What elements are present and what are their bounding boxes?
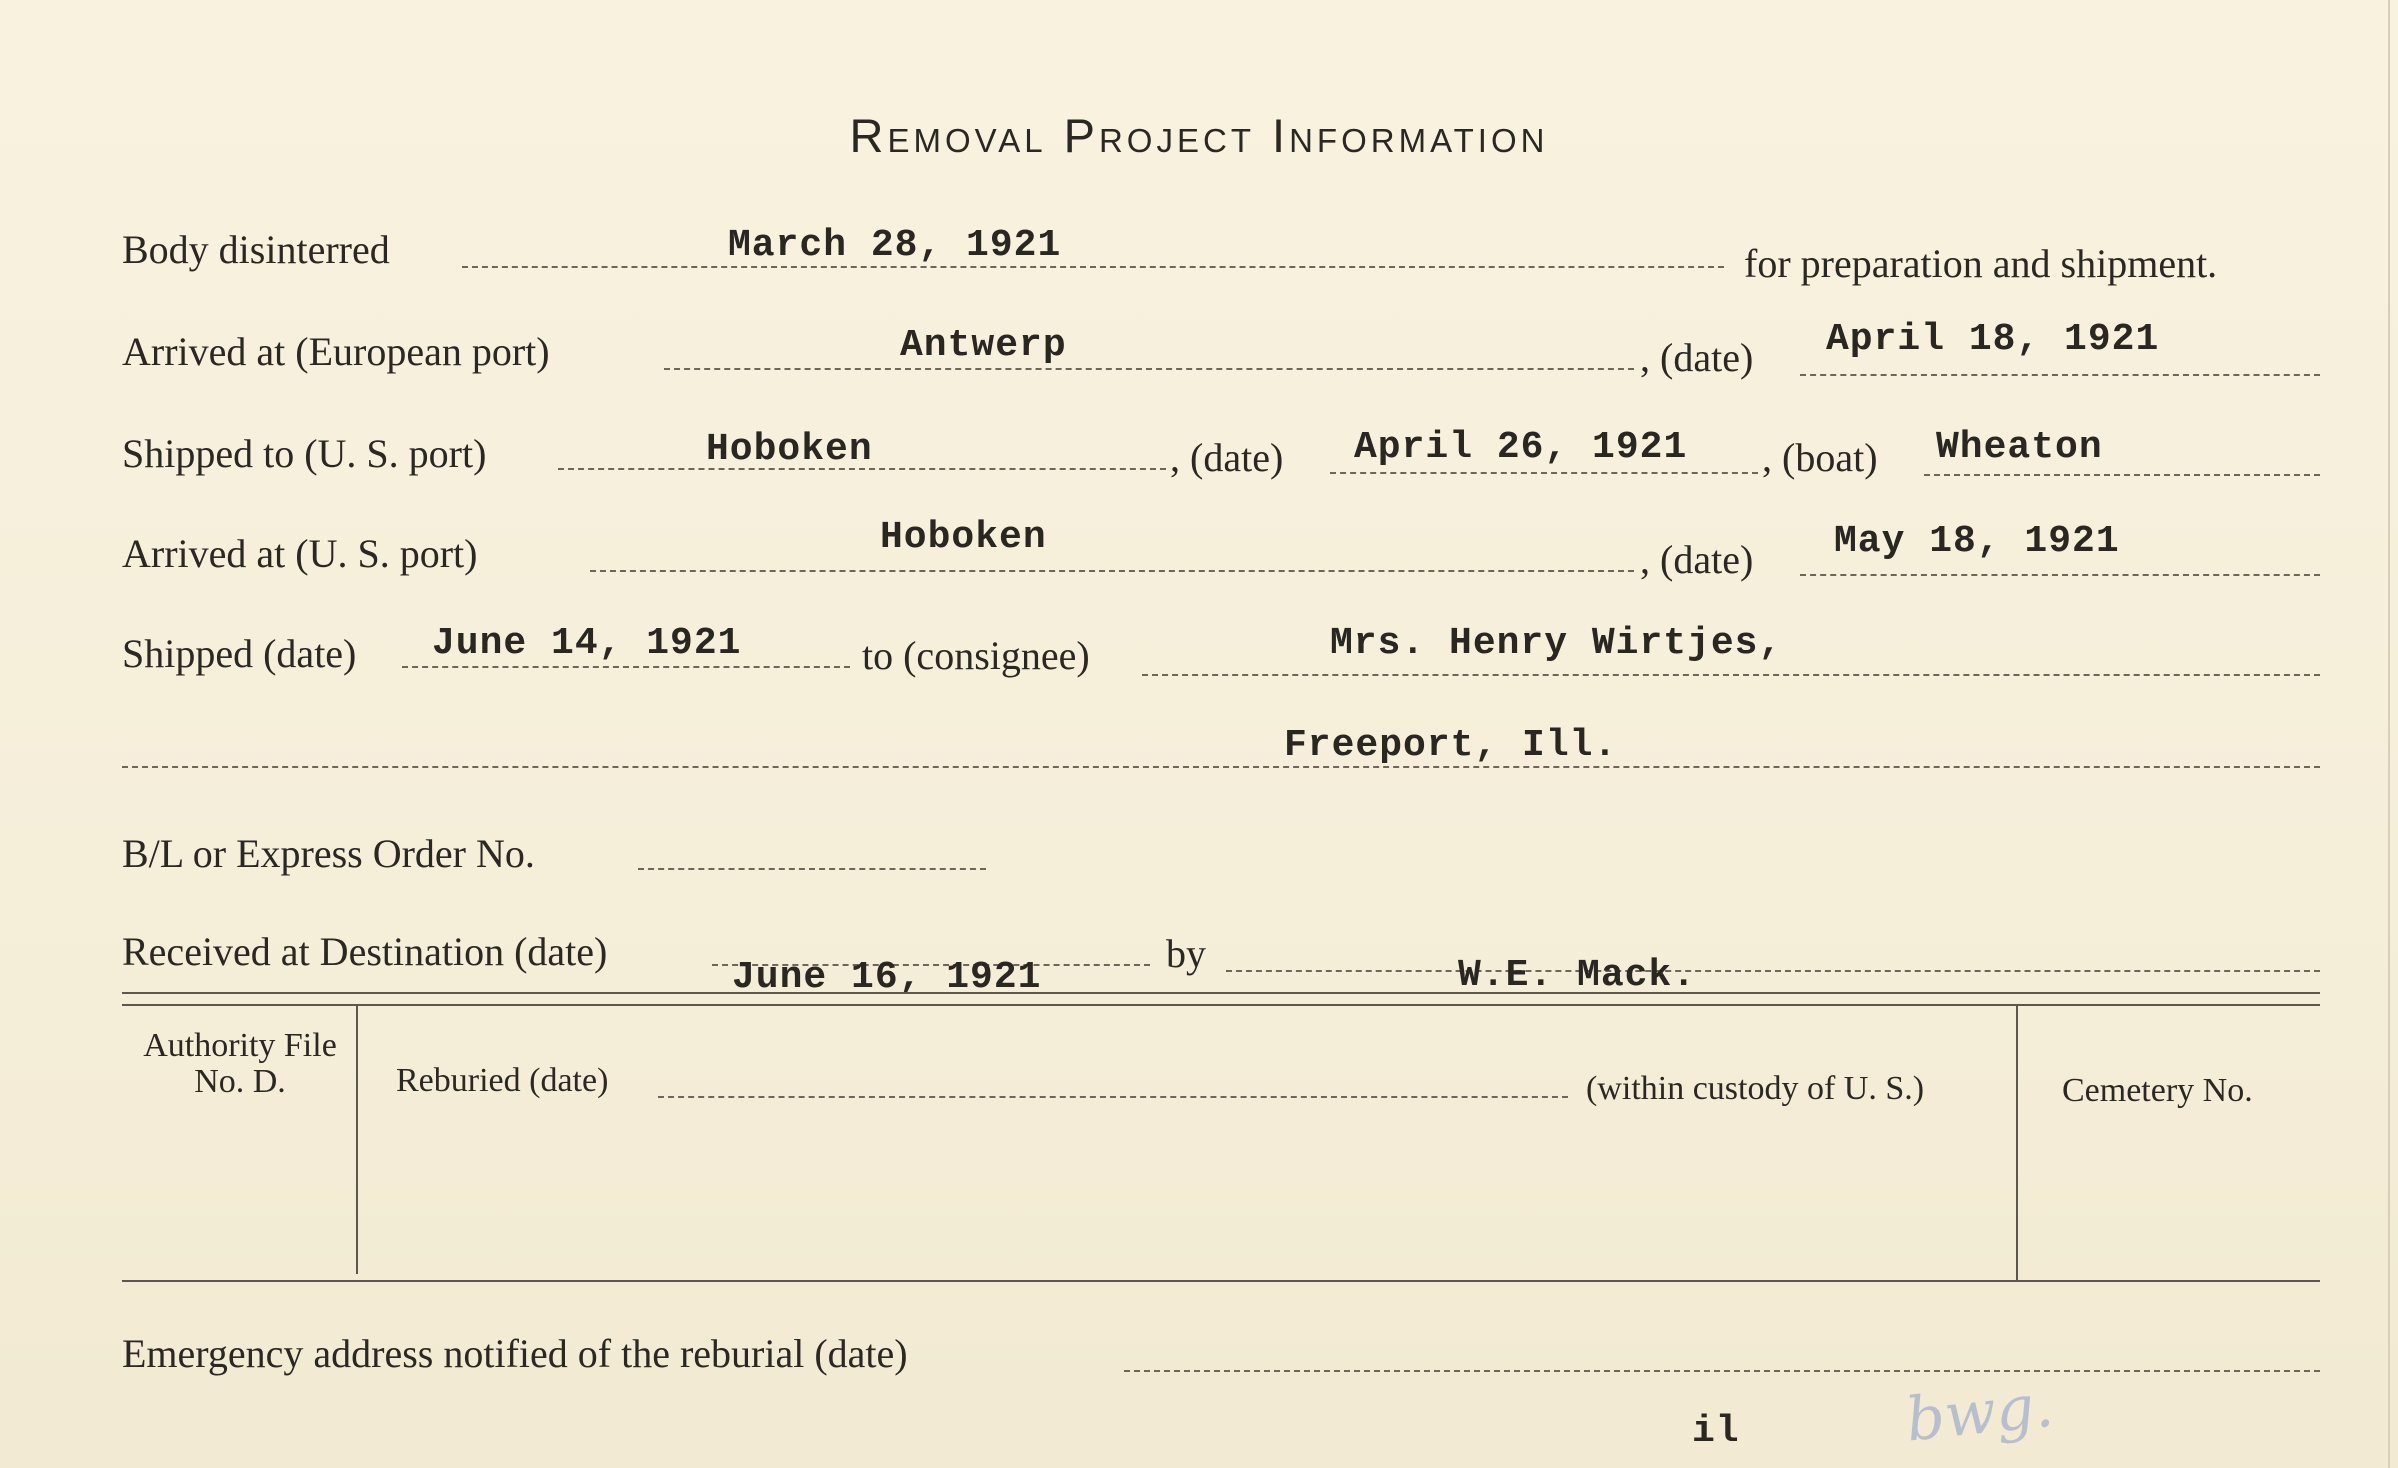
shipped-us-boat-label: , (boat) — [1762, 435, 1878, 480]
arrived-us-label: Arrived at (U. S. port) — [122, 531, 478, 576]
arrived-us-value: Hoboken — [880, 516, 1047, 559]
bl-order-line — [638, 868, 986, 870]
shipped-us-boat-line — [1924, 474, 2320, 476]
body-disinterred-value: March 28, 1921 — [728, 224, 1062, 267]
shipped-us-value: Hoboken — [706, 428, 873, 471]
footer-code: il — [1692, 1410, 1740, 1453]
consignee-value: Mrs. Henry Wirtjes, — [1330, 622, 1783, 665]
shipped-date-value: June 14, 1921 — [432, 622, 742, 665]
shipped-us-date-label: , (date) — [1170, 435, 1284, 480]
received-by-label: by — [1166, 931, 1206, 976]
arrived-european-date-label: , (date) — [1640, 335, 1754, 380]
arrived-european-label: Arrived at (European port) — [122, 329, 550, 374]
arrived-us-date-value: May 18, 1921 — [1834, 520, 2120, 563]
arrived-european-date-value: April 18, 1921 — [1826, 318, 2160, 361]
box-divider-right — [2016, 1004, 2018, 1282]
body-disinterred-label: Body disinterred — [122, 227, 390, 272]
received-by-line — [1226, 970, 2320, 972]
arrived-european-value: Antwerp — [900, 324, 1067, 367]
body-disinterred-suffix: for preparation and shipment. — [1744, 241, 2218, 286]
consignee-label: to (consignee) — [862, 633, 1090, 678]
reburied-line — [658, 1096, 1568, 1098]
cemetery-label: Cemetery No. — [2062, 1072, 2253, 1109]
emergency-line — [1124, 1370, 2320, 1372]
shipped-us-date-value: April 26, 1921 — [1354, 426, 1688, 469]
reburied-label: Reburied (date) — [396, 1062, 609, 1099]
consignee-address-line — [122, 766, 2320, 768]
shipped-date-label: Shipped (date) — [122, 631, 357, 676]
received-by-value: W.E. Mack. — [1458, 954, 1697, 997]
arrived-us-line — [590, 570, 1634, 572]
consignee-line — [1142, 674, 2320, 676]
arrived-european-line — [664, 368, 1634, 370]
handwritten-initials: bwg. — [1902, 1370, 2057, 1456]
shipped-us-date-line — [1330, 472, 1758, 474]
shipped-date-line — [402, 666, 850, 668]
box-divider-left — [356, 1004, 358, 1274]
box-top-rule-inner — [122, 1004, 2320, 1006]
shipped-us-label: Shipped to (U. S. port) — [122, 431, 487, 476]
body-disinterred-line — [462, 266, 1724, 268]
box-top-rule — [122, 992, 2320, 994]
authority-label: Authority File No. D. — [143, 1027, 337, 1100]
box-bottom-rule — [122, 1280, 2320, 1282]
arrived-european-date-line — [1800, 374, 2320, 376]
card-edge — [2388, 0, 2390, 1468]
arrived-us-date-label: , (date) — [1640, 537, 1754, 582]
consignee-address-value: Freeport, Ill. — [1284, 724, 1618, 767]
page-title: Removal Project Information — [849, 109, 1549, 162]
shipped-us-boat-value: Wheaton — [1936, 426, 2103, 469]
arrived-us-date-line — [1800, 574, 2320, 576]
custody-label: (within custody of U. S.) — [1586, 1070, 1925, 1107]
received-date-value: June 16, 1921 — [732, 956, 1042, 999]
bl-order-label: B/L or Express Order No. — [122, 831, 535, 876]
emergency-label: Emergency address notified of the reburial (date) — [122, 1331, 908, 1376]
received-label: Received at Destination (date) — [122, 929, 608, 974]
